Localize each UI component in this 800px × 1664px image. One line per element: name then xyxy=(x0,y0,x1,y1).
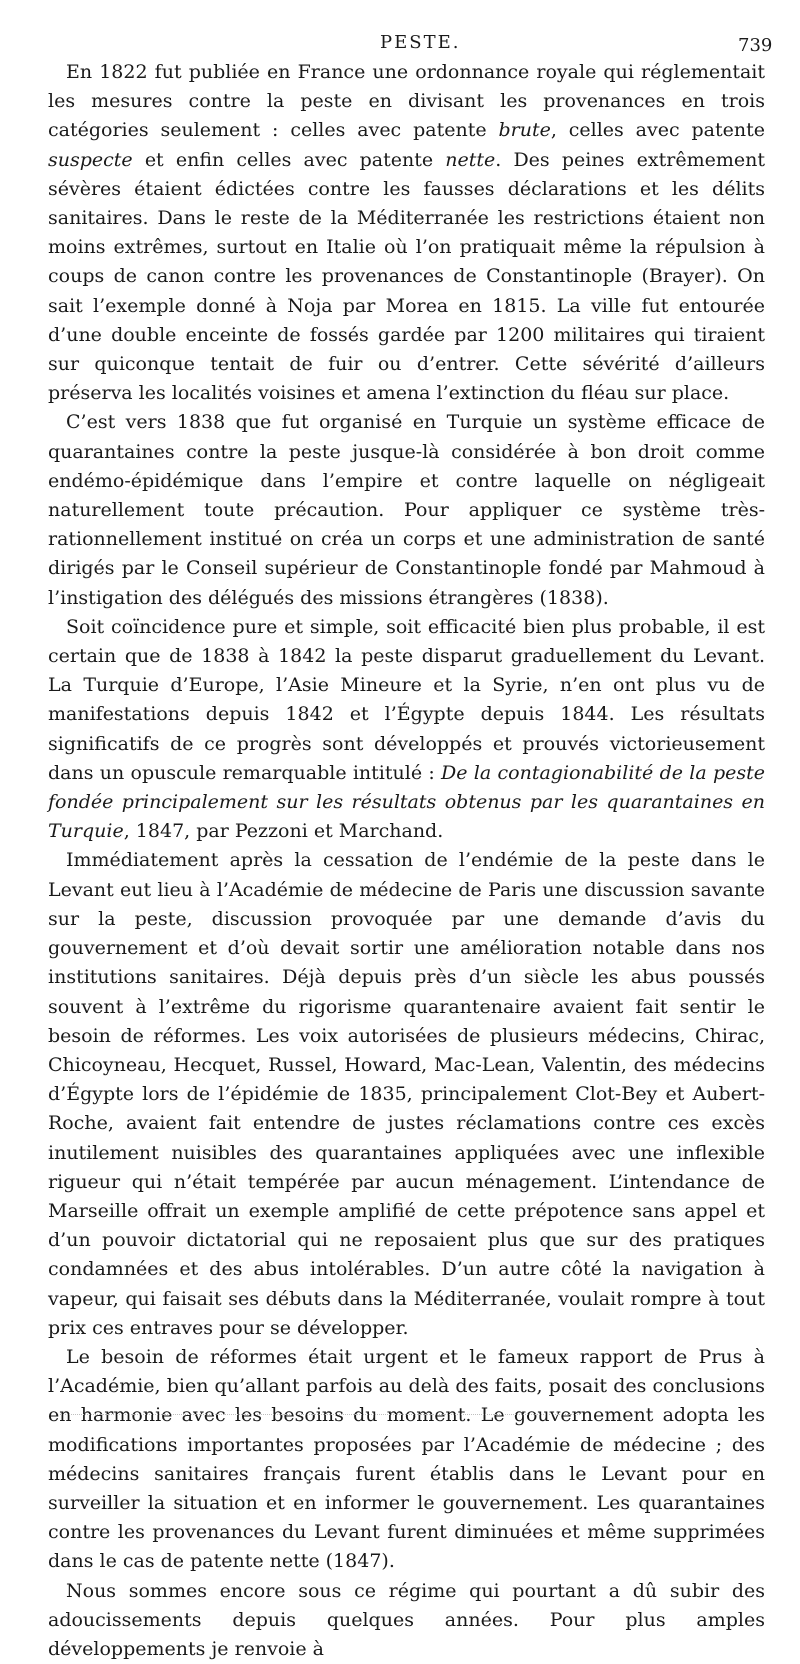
paragraph xyxy=(48,1577,765,1664)
italic-text: De la contagionabilité de la peste fondée principalement sur les résultats obtenus par les quarantaines en Turquie xyxy=(48,761,765,843)
paragraph-text: Immédiatement après la cessation de l’endémie de la peste dans le Levant eut lieu à l’Académie de médecine de Paris une discussion savante sur la peste, discussion provoquée par une demande d’avis du gouvernement et d’où devait sortir une amélioration notable dans nos institutions sanitaires. Déjà depuis près d’un siècle les abus poussés souvent à l’extrême du rigorisme quarantenaire avaient fait sentir le besoin de réformes. Les voix autorisées de plusieurs médecins, Chirac, Chicoyneau, Hecquet, Russel, Howard, Mac-Lean, Valentin, des médecins d’Égypte lors de l’épidémie de 1835, principalement Clot-Bey et Aubert-Roche, avaient fait entendre de justes réclamations contre ces excès inutilement nuisibles des quarantaines appliquées avec une inflexible rigueur qui n’était tempérée par aucun ménagement. L’intendance de Marseille offrait un exemple amplifié de cette prépotence sans appel et d’un pouvoir dictatorial qui ne reposaient plus que sur des pratiques condamnées et des abus intolérables. D’un autre côté la navigation à vapeur, qui faisait ses débuts dans la Méditerranée, voulait rompre à tout prix ces entraves pour se développer. xyxy=(48,849,765,1339)
paragraph-text: , celles avec patente xyxy=(550,119,765,142)
paragraph-text: et enfin celles avec patente xyxy=(132,148,446,171)
italic-text: suspecte xyxy=(48,148,133,171)
paragraph xyxy=(48,1343,765,1577)
paragraph xyxy=(48,58,765,408)
paragraph-text: En 1822 fut publiée en France une ordonnance royale qui réglementait les mesures contre la peste en divisant les provenances en trois catégories seulement : celles avec patente xyxy=(48,61,765,142)
running-title: PESTE. xyxy=(380,32,461,53)
paragraph-text: Soit coïncidence pure et simple, soit efficacité bien plus probable, il est certain que de 1838 à 1842 la peste disparut graduellement du Levant. La Turquie d’Europe, l’Asie Mineure et la Syrie, n’en ont plus vu de manifestations depuis 1842 et l’Égypte depuis 1844. Les résultats significatifs de ce progrès sont développés et prouvés victorieusement dans un opuscule remarquable intitulé : xyxy=(48,615,765,784)
paragraph-text: , 1847, par Pezzoni et Marchand. xyxy=(123,820,444,843)
italic-text: brute xyxy=(498,119,551,142)
paragraph xyxy=(48,613,765,847)
paragraph-text: Nous sommes encore sous ce régime qui pourtant a dû subir des adoucissements depuis quelques années. Pour plus amples développements je renvoie à xyxy=(48,1579,765,1660)
running-head xyxy=(0,28,800,54)
paragraph xyxy=(48,408,765,612)
paragraph xyxy=(48,846,765,1342)
paragraph-text: Le besoin de réformes était urgent et le fameux rapport de Prus à l’Académie, bien qu’allant parfois au delà des faits, posait des conclusions en harmonie avec les besoins du moment. Le gouvernement adopta les modifications importantes proposées par l’Académie de médecine ; des médecins sanitaires français furent établis dans le Levant pour en surveiller la situation et en informer le gouvernement. Les quarantaines contre les provenances du Levant furent diminuées et même supprimées dans le cas de patente nette (1847). xyxy=(48,1345,765,1573)
page-number: 739 xyxy=(738,35,773,56)
italic-text: nette xyxy=(445,148,496,171)
body-text xyxy=(48,58,765,1664)
paragraph-text: C’est vers 1838 que fut organisé en Turquie un système efficace de quarantaines contre la peste jusque-là considérée à bon droit comme endémo-épidémique dans l’empire et contre laquelle on négligeait naturellement toute précaution. Pour appliquer ce système très-rationnellement institué on créa un corps et une administration de santé dirigés par le Conseil supérieur de Constantinople fondé par Mahmoud à l’instigation des délégués des missions étrangères (1838). xyxy=(48,411,765,609)
paragraph-text: . Des peines extrêmement sévères étaient édictées contre les fausses déclarations et les délits sanitaires. Dans le reste de la Méditerranée les restrictions étaient non moins extrêmes, surtout en Italie où l’on pratiquait même la répulsion à coups de canon contre les provenances de Constantinople (Brayer). On sait l’exemple donné à Noja par Morea en 1815. La ville fut entourée d’une double enceinte de fossés gardée par 1200 militaires qui tiraient sur quiconque tentait de fuir ou d’entrer. Cette sévérité d’ailleurs préserva les localités voisines et amena l’extinction du fléau sur place. xyxy=(48,148,765,405)
footer-rule xyxy=(60,1414,580,1415)
